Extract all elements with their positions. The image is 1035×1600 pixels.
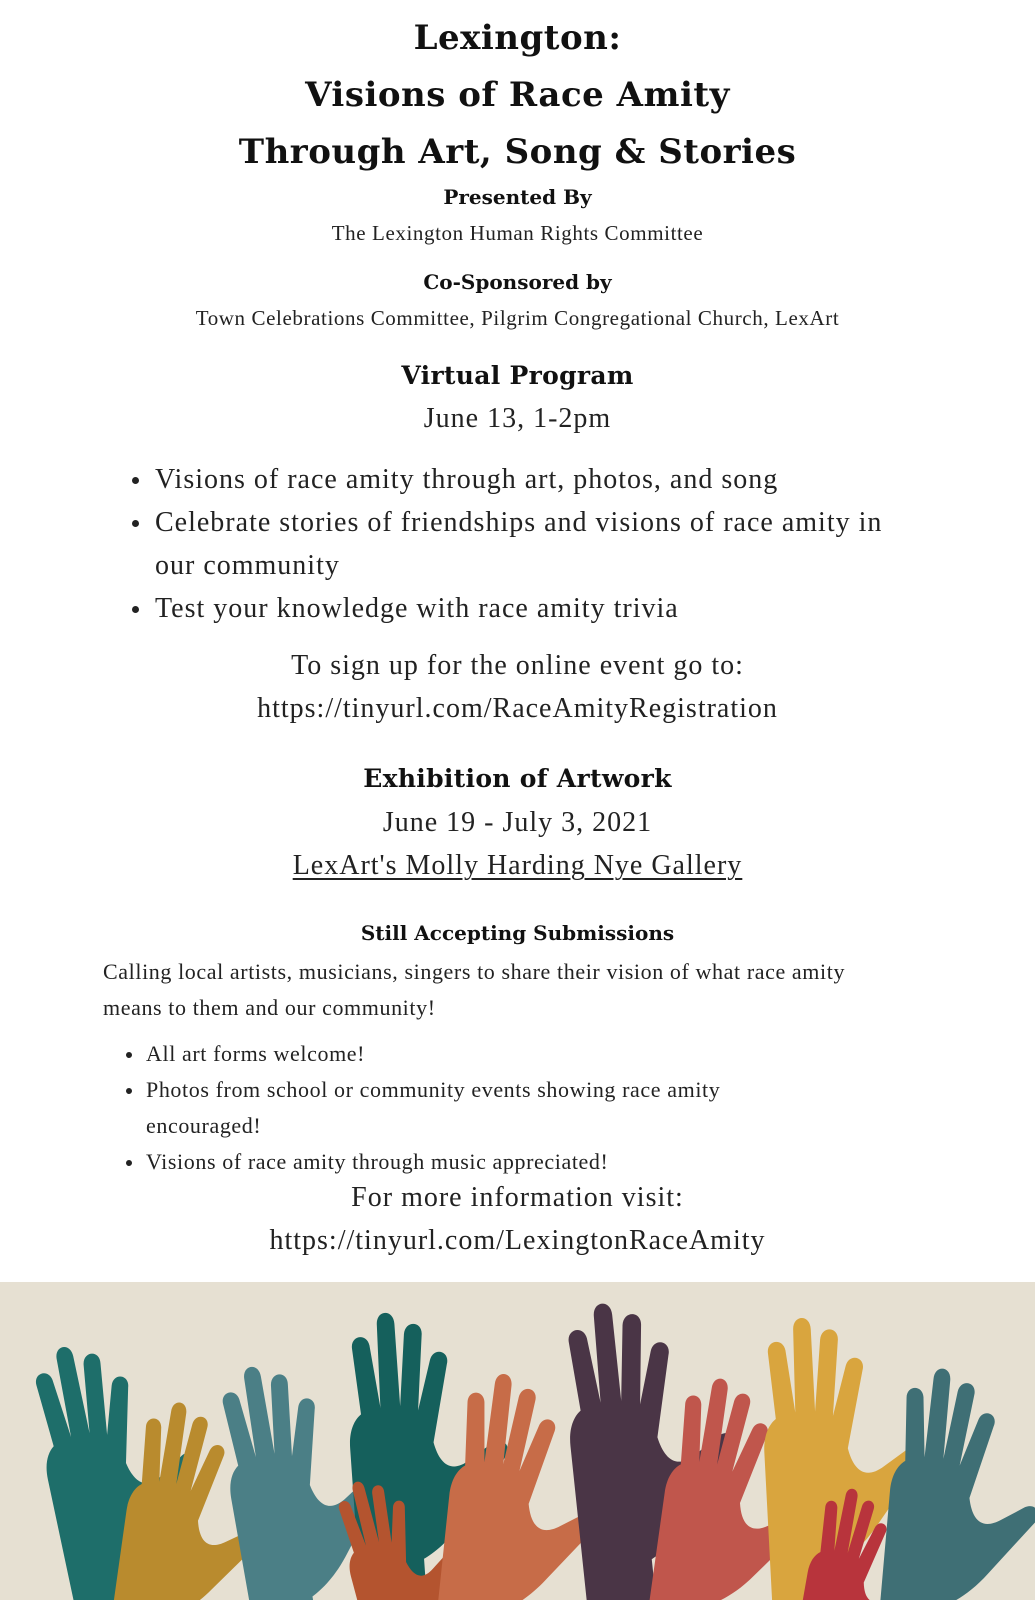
exhibition-venue-link[interactable]: LexArt's Molly Harding Nye Gallery	[292, 850, 743, 881]
virtual-program-bullets	[130, 458, 890, 630]
list-item: Celebrate stories of friendships and visions of race amity in our community	[130, 501, 885, 587]
list-item: Test your knowledge with race amity trivia	[130, 587, 890, 630]
cosponsor-names: Town Celebrations Committee, Pilgrim Congregational Church, LexArt	[195, 306, 840, 330]
list-item: All art forms welcome!	[125, 1036, 805, 1072]
virtual-program-date: June 13, 1-2pm	[423, 403, 612, 434]
list-item: Visions of race amity through music appreciated!	[125, 1144, 805, 1180]
info-text: For more information visit:	[351, 1182, 684, 1213]
exhibition-venue-wrap	[0, 850, 1035, 882]
presenter-name: The Lexington Human Rights Committee	[331, 221, 704, 245]
submissions-intro: Calling local artists, musicians, singers to share their vision of what race amity means to them and our community!	[103, 959, 846, 1020]
exhibition-dates: June 19 - July 3, 2021	[382, 807, 653, 838]
list-item: Visions of race amity through art, photos, and song	[130, 458, 890, 501]
submissions-heading: Still Accepting Submissions	[360, 921, 675, 945]
submissions-bullets	[125, 1036, 805, 1180]
title-line-3: Through Art, Song & Stories	[238, 132, 797, 172]
cosponsored-heading: Co-Sponsored by	[423, 270, 612, 294]
title-line-1: Lexington:	[413, 18, 622, 58]
info-url[interactable]: https://tinyurl.com/LexingtonRaceAmity	[269, 1225, 766, 1256]
title-line-2: Visions of Race Amity	[305, 75, 730, 115]
raised-hands-illustration	[0, 1282, 1035, 1600]
exhibition-heading: Exhibition of Artwork	[363, 764, 672, 793]
list-item: Photos from school or community events showing race amity encouraged!	[125, 1072, 796, 1144]
signup-url[interactable]: https://tinyurl.com/RaceAmityRegistration	[257, 693, 778, 724]
virtual-program-heading: Virtual Program	[401, 361, 634, 390]
signup-text: To sign up for the online event go to:	[291, 650, 744, 681]
presented-by-heading: Presented By	[443, 185, 592, 209]
